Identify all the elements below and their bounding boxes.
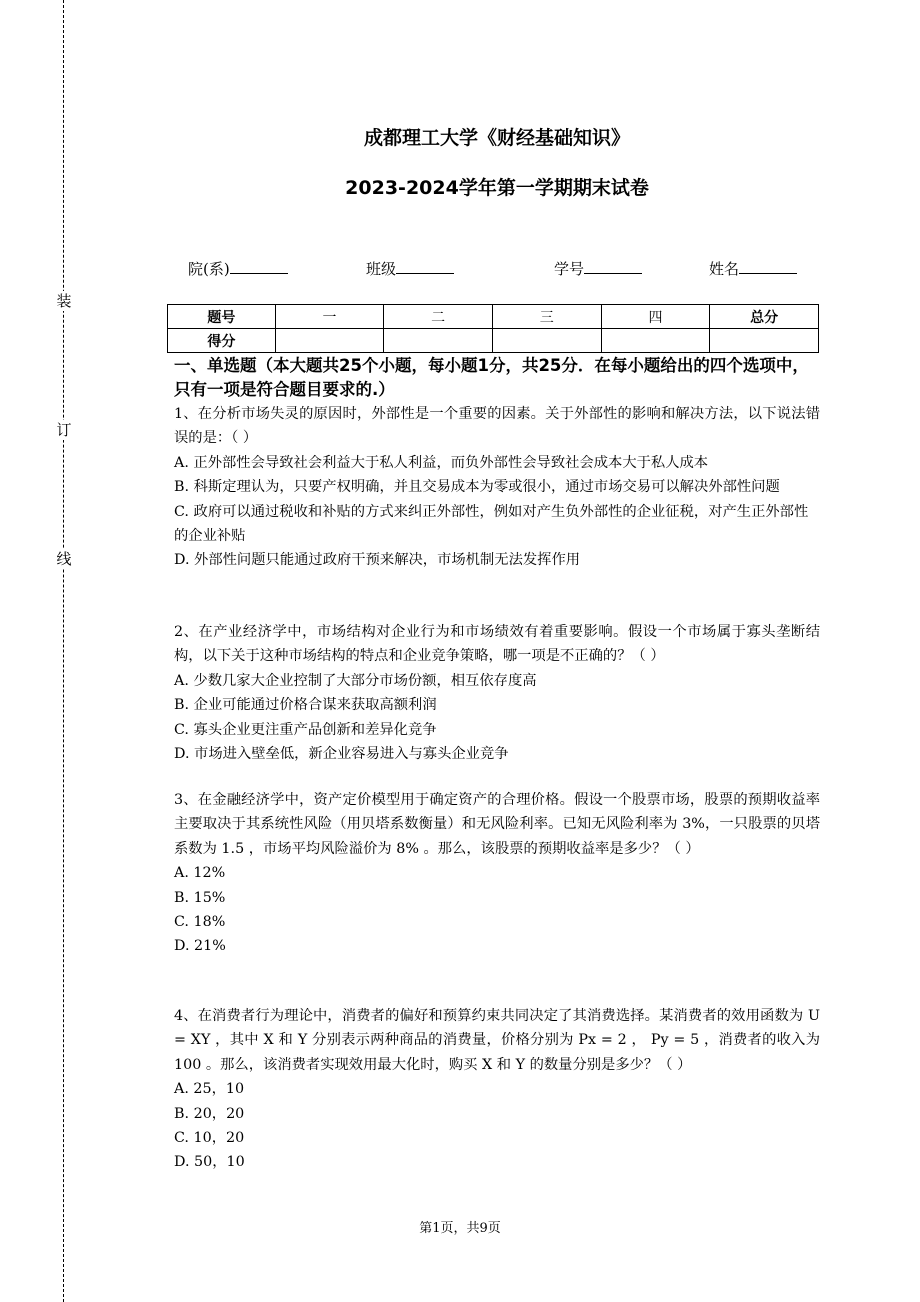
exam-subtitle: 2023-2024学年第一学期期末试卷	[345, 177, 649, 199]
student-id-blank[interactable]	[584, 259, 642, 274]
student-id-label: 学号	[554, 260, 585, 278]
question-2	[174, 620, 820, 766]
binding-char-zhuang: 装	[54, 291, 74, 311]
exam-title: 成都理工大学《财经基础知识》	[363, 127, 630, 149]
question-4-option-b: B. 20，20	[174, 1105, 245, 1122]
question-3-option-d: D. 21%	[174, 938, 226, 955]
score-table-row-label: 得分	[168, 329, 276, 353]
score-cell-total[interactable]	[710, 329, 819, 353]
question-4-stem: 4、在消费者行为理论中，消费者的偏好和预算约束共同决定了其消费选择。某消费者的效用函数为 U = XY ，其中 X 和 Y 分别表示两种商品的消费量，价格分别为 Px = 2 ， Py = 5 ，消费者的收入为 100 。那么，该消费者实现效用最大化时，购买 X 和 Y 的数量分别是多少？（ ）	[174, 1008, 820, 1073]
question-1-option-c: C. 政府可以通过税收和补贴的方式来纠正外部性，例如对产生负外部性的企业征税，对产生正外部性的企业补贴	[174, 503, 809, 545]
question-4	[174, 1004, 820, 1175]
dept-field	[188, 258, 288, 279]
question-4-option-d: D. 50，10	[174, 1154, 245, 1171]
score-table-header-label: 题号	[168, 305, 276, 329]
score-cell-3[interactable]	[492, 329, 601, 353]
score-table	[167, 304, 819, 353]
score-table-header-row	[168, 305, 819, 329]
score-table-col-3: 三	[492, 305, 601, 329]
binding-char-xian: 线	[54, 549, 74, 569]
student-info-row	[188, 258, 820, 280]
score-cell-4[interactable]	[601, 329, 710, 353]
question-1	[174, 402, 820, 573]
question-3-option-a: A. 12%	[174, 865, 226, 882]
question-3-option-b: B. 15%	[174, 889, 226, 906]
score-table-col-2: 二	[384, 305, 493, 329]
score-table-score-row	[168, 329, 819, 353]
question-1-stem: 1、在分析市场失灵的原因时，外部性是一个重要的因素。关于外部性的影响和解决方法，以下说法错误的是：（ ）	[174, 406, 820, 447]
name-label: 姓名	[709, 260, 740, 278]
name-blank[interactable]	[739, 259, 797, 274]
section-heading: 一、单选题（本大题共25个小题，每小题1分，共25分．在每小题给出的四个选项中，只有一项是符合题目要求的.）	[174, 356, 809, 399]
score-cell-2[interactable]	[384, 329, 493, 353]
dept-blank[interactable]	[230, 259, 288, 274]
question-1-option-d: D. 外部性问题只能通过政府干预来解决，市场机制无法发挥作用	[174, 552, 581, 569]
question-2-option-c: C. 寡头企业更注重产品创新和差异化竞争	[174, 721, 437, 738]
question-2-stem: 2、在产业经济学中，市场结构对企业行为和市场绩效有着重要影响。假设一个市场属于寡头垄断结构，以下关于这种市场结构的特点和企业竞争策略，哪一项是不正确的？（ ）	[174, 624, 820, 665]
class-label: 班级	[366, 260, 397, 278]
score-table-col-1: 一	[275, 305, 384, 329]
name-field	[709, 258, 797, 279]
question-3	[174, 788, 820, 959]
question-2-option-d: D. 市场进入壁垒低，新企业容易进入与寡头企业竞争	[174, 746, 509, 763]
question-4-option-c: C. 10，20	[174, 1130, 245, 1147]
class-blank[interactable]	[396, 259, 454, 274]
binding-dashed-line	[63, 0, 64, 1302]
score-table-col-4: 四	[601, 305, 710, 329]
question-2-option-a: A. 少数几家大企业控制了大部分市场份额，相互依存度高	[174, 672, 537, 689]
score-cell-1[interactable]	[275, 329, 384, 353]
class-field	[366, 258, 454, 279]
question-1-option-b: B. 科斯定理认为，只要产权明确，并且交易成本为零或很小，通过市场交易可以解决外部性问题	[174, 479, 780, 496]
binding-char-ding: 订	[54, 420, 74, 440]
question-3-option-c: C. 18%	[174, 914, 226, 931]
dept-label: 院(系)	[188, 260, 230, 278]
page-footer: 第1页，共9页	[419, 1221, 501, 1236]
question-2-option-b: B. 企业可能通过价格合谋来获取高额利润	[174, 697, 437, 714]
student-id-field	[554, 258, 642, 279]
score-table-col-total: 总分	[710, 305, 819, 329]
question-3-stem: 3、在金融经济学中，资产定价模型用于确定资产的合理价格。假设一个股票市场，股票的预期收益率主要取决于其系统性风险（用贝塔系数衡量）和无风险利率。已知无风险利率为 3%，一只股票的贝塔系数为 1.5 ，市场平均风险溢价为 8% 。那么，该股票的预期收益率是多少？（ ）	[174, 792, 820, 857]
question-1-option-a: A. 正外部性会导致社会利益大于私人利益，而负外部性会导致社会成本大于私人成本	[174, 454, 709, 471]
question-4-option-a: A. 25，10	[174, 1081, 245, 1098]
